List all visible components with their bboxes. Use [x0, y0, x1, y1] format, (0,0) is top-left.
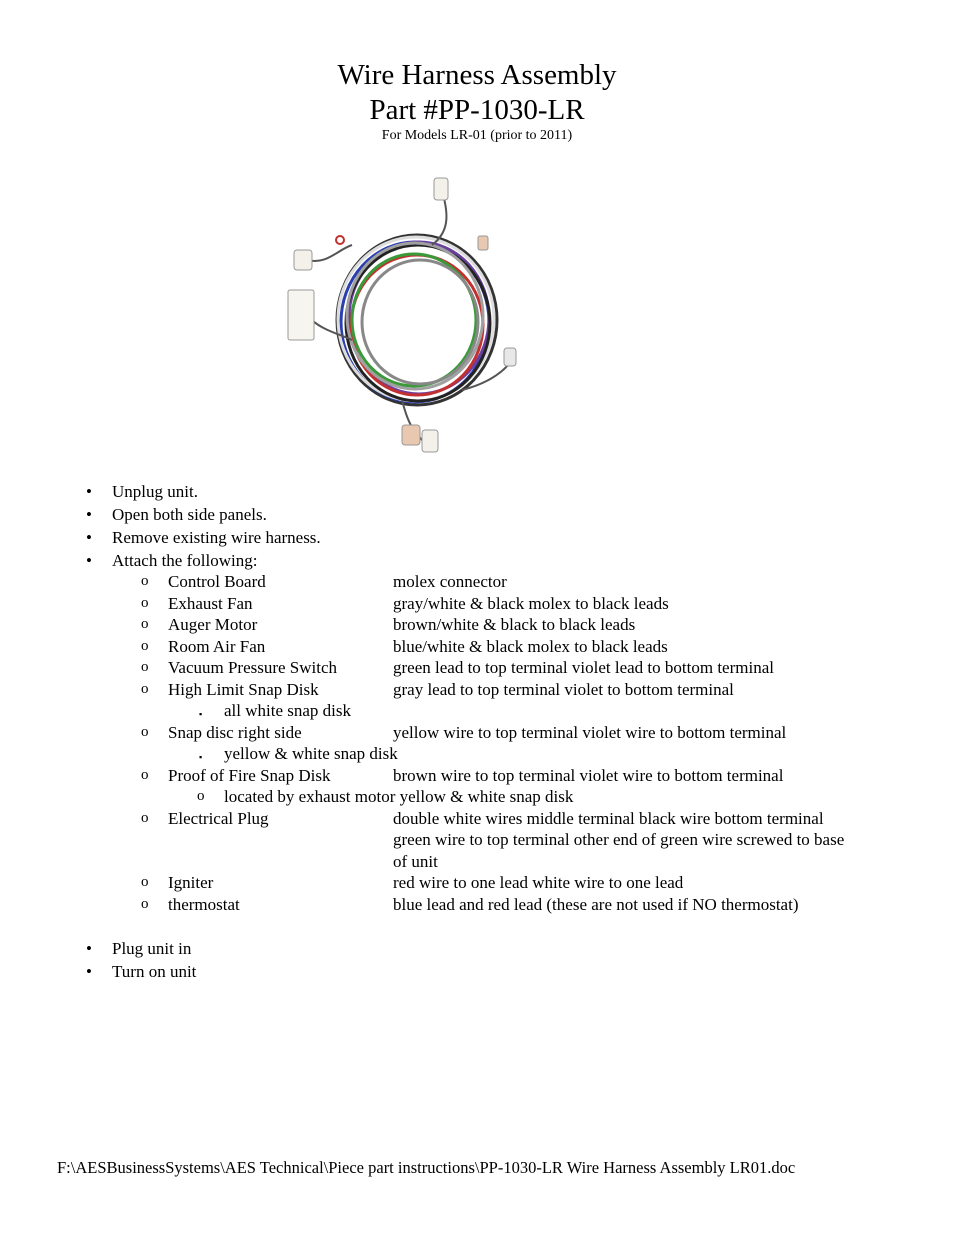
part-number: Part #PP-1030-LR: [369, 94, 585, 126]
wire-harness-photo: [282, 170, 532, 470]
file-path-footer: F:\AESBusinessSystems\AES Technical\Piece part instructions\PP-1030-LR Wire Harness Assembly LR01.doc: [57, 1158, 796, 1177]
models-subtitle: For Models LR-01 (prior to 2011): [381, 128, 573, 143]
document-title: Wire Harness Assembly: [337, 59, 617, 91]
